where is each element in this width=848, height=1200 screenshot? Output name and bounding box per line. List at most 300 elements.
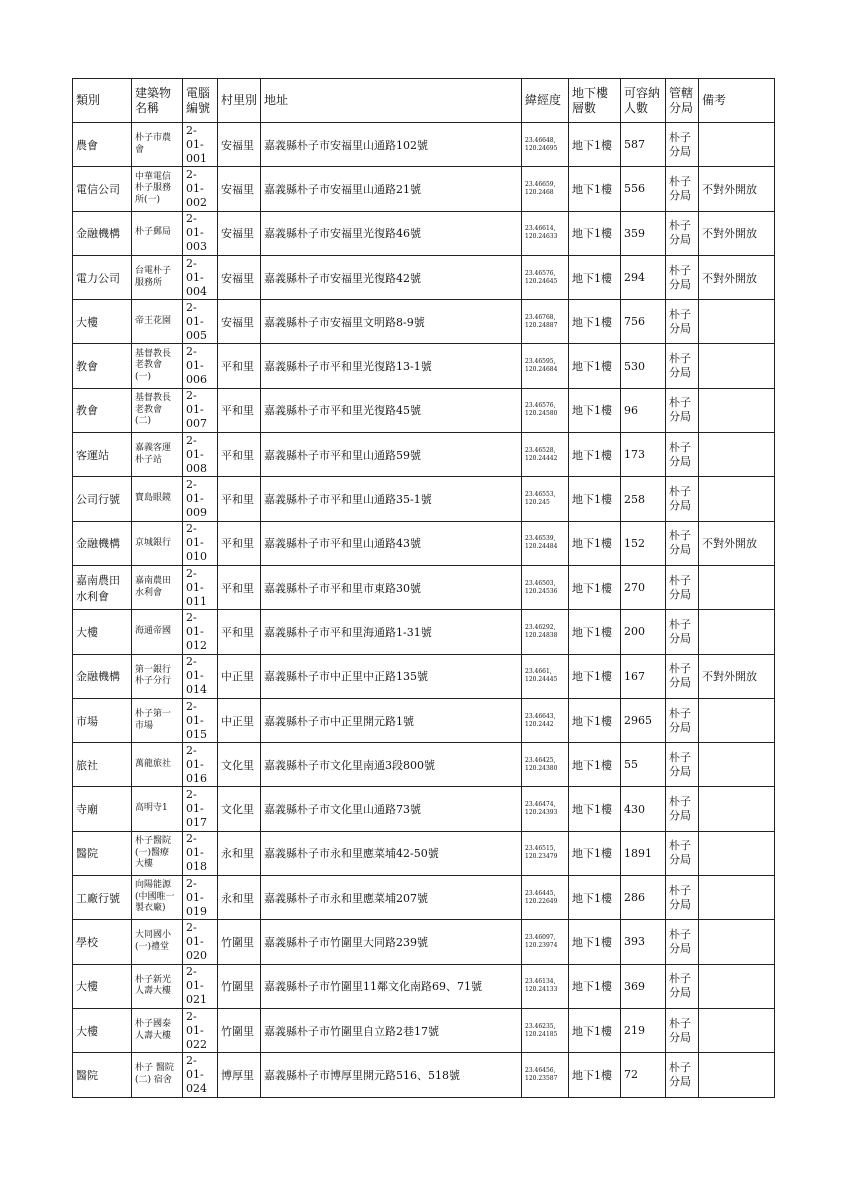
cell-category <box>73 477 132 521</box>
cell-address-text: 嘉義縣朴子市安福里文明路8-9號 <box>264 315 425 329</box>
cell-category <box>73 787 132 831</box>
cell-coordinates <box>522 920 569 964</box>
table-row <box>73 211 775 255</box>
cell-basement-floors <box>569 876 621 920</box>
cell-remarks <box>699 477 775 521</box>
cell-address <box>261 300 522 344</box>
cell-category-text: 嘉南農田 水利會 <box>76 573 120 603</box>
cell-computer-code <box>183 743 218 787</box>
cell-capacity <box>621 698 666 742</box>
cell-jurisdiction-text: 朴子 分局 <box>669 529 691 557</box>
cell-building-name-text: 嘉南農田 水利會 <box>135 576 172 598</box>
cell-address-text: 嘉義縣朴子市竹圍里11鄰文化南路69、71號 <box>264 980 482 994</box>
table-row <box>73 167 775 211</box>
cell-coordinates <box>522 521 569 565</box>
cell-village-text: 安福里 <box>221 182 254 196</box>
cell-computer-code-text: 2-01- 021 <box>186 965 207 1007</box>
cell-capacity <box>621 433 666 477</box>
cell-remarks <box>699 388 775 432</box>
cell-category <box>73 964 132 1008</box>
cell-coordinates <box>522 344 569 388</box>
table-row <box>73 831 775 875</box>
cell-village-text: 安福里 <box>221 138 254 152</box>
cell-coordinates <box>522 964 569 1008</box>
cell-capacity <box>621 1008 666 1052</box>
header-category: 類別 <box>73 79 132 123</box>
cell-building-name-text: 帝王花園 <box>135 316 172 327</box>
cell-basement-floors <box>569 433 621 477</box>
cell-village <box>218 610 261 654</box>
cell-building-name-text: 寶島眼鏡 <box>135 493 172 504</box>
cell-basement-floors-text: 地下1樓 <box>572 670 612 684</box>
cell-jurisdiction-text: 朴子 分局 <box>669 750 691 778</box>
header-address: 地址 <box>261 79 522 123</box>
cell-building-name-text: 朴子新光 人壽大樓 <box>135 974 172 997</box>
cell-coordinates <box>522 654 569 698</box>
cell-jurisdiction-text: 朴子 分局 <box>669 130 691 158</box>
cell-address-text: 嘉義縣朴子市安福里山通路21號 <box>264 182 421 196</box>
cell-village-text: 安福里 <box>221 315 254 329</box>
cell-jurisdiction-text: 朴子 分局 <box>669 396 691 424</box>
cell-village-text: 安福里 <box>221 227 254 241</box>
cell-category <box>73 610 132 654</box>
cell-coordinates <box>522 743 569 787</box>
cell-coordinates <box>522 610 569 654</box>
cell-address <box>261 610 522 654</box>
cell-basement-floors <box>569 300 621 344</box>
cell-capacity-text: 167 <box>624 669 645 683</box>
cell-building-name <box>132 167 183 211</box>
cell-building-name-text: 京城銀行 <box>135 537 172 548</box>
cell-village-text: 中正里 <box>221 670 254 684</box>
cell-address-text: 嘉義縣朴子市安福里山通路102號 <box>264 138 428 152</box>
cell-jurisdiction-text: 朴子 分局 <box>669 219 691 247</box>
cell-address <box>261 433 522 477</box>
cell-address <box>261 211 522 255</box>
cell-building-name-text: 大同國小 (一)禮堂 <box>135 930 172 952</box>
cell-address-text: 嘉義縣朴子市平和里山通路35-1號 <box>264 493 432 507</box>
cell-basement-floors <box>569 1008 621 1052</box>
cell-village-text: 博厚里 <box>221 1068 254 1082</box>
cell-capacity <box>621 521 666 565</box>
cell-computer-code-text: 2-01- 014 <box>186 655 207 697</box>
cell-remarks <box>699 123 775 167</box>
cell-village-text: 竹圍里 <box>221 980 254 994</box>
cell-computer-code <box>183 1008 218 1052</box>
cell-coordinates-text: 23.46503, 120.24536 <box>525 579 558 595</box>
header-building-name: 建築物 名稱 <box>132 79 183 123</box>
cell-coordinates-text: 23.46643, 120.2442 <box>525 712 556 728</box>
cell-coordinates-text: 23.46576, 120.24580 <box>525 402 558 418</box>
cell-building-name <box>132 388 183 432</box>
table-row <box>73 565 775 609</box>
cell-capacity <box>621 167 666 211</box>
cell-category <box>73 123 132 167</box>
cell-remarks <box>699 787 775 831</box>
cell-basement-floors <box>569 123 621 167</box>
cell-building-name <box>132 787 183 831</box>
cell-address <box>261 831 522 875</box>
cell-capacity <box>621 610 666 654</box>
cell-capacity-text: 294 <box>624 271 645 285</box>
cell-village <box>218 920 261 964</box>
cell-jurisdiction <box>666 1008 699 1052</box>
cell-capacity-text: 219 <box>624 1024 645 1038</box>
header-basement-floors: 地下樓 層數 <box>569 79 621 123</box>
cell-address-text: 嘉義縣朴子市平和里海通路1-31號 <box>264 625 432 639</box>
cell-capacity-text: 393 <box>624 935 645 949</box>
cell-basement-floors-text: 地下1樓 <box>572 935 612 949</box>
cell-capacity-text: 258 <box>624 492 645 506</box>
header-remarks: 備考 <box>699 79 775 123</box>
cell-capacity <box>621 831 666 875</box>
cell-capacity-text: 556 <box>624 182 645 196</box>
cell-computer-code-text: 2-01- 017 <box>186 788 207 830</box>
table-row <box>73 300 775 344</box>
table-row <box>73 388 775 432</box>
cell-village-text: 竹圍里 <box>221 935 254 949</box>
cell-computer-code <box>183 654 218 698</box>
cell-computer-code <box>183 433 218 477</box>
cell-village <box>218 698 261 742</box>
cell-category-text: 電力公司 <box>76 271 120 285</box>
cell-computer-code-text: 2-01- 002 <box>186 167 207 209</box>
cell-remarks <box>699 565 775 609</box>
cell-remarks <box>699 920 775 964</box>
cell-village <box>218 831 261 875</box>
cell-remarks-text: 不對外開放 <box>702 227 757 241</box>
cell-computer-code <box>183 964 218 1008</box>
cell-building-name-text: 朴子郵局 <box>135 227 172 238</box>
cell-basement-floors-text: 地下1樓 <box>572 448 612 462</box>
cell-building-name-text: 基督教長 老教會 (二) <box>135 393 172 427</box>
header-coordinates: 緯經度 <box>522 79 569 123</box>
cell-category <box>73 433 132 477</box>
cell-computer-code <box>183 831 218 875</box>
cell-remarks-text: 不對外開放 <box>702 271 757 285</box>
cell-jurisdiction <box>666 1053 699 1097</box>
cell-computer-code <box>183 787 218 831</box>
cell-basement-floors-text: 地下1樓 <box>572 271 612 285</box>
cell-computer-code-text: 2-01- 008 <box>186 433 207 475</box>
cell-basement-floors <box>569 831 621 875</box>
cell-building-name <box>132 831 183 875</box>
cell-capacity <box>621 964 666 1008</box>
cell-village-text: 平和里 <box>221 448 254 462</box>
cell-building-name-text: 萬龍旅社 <box>135 759 172 770</box>
shelter-table <box>72 78 775 1098</box>
cell-computer-code-text: 2-01- 011 <box>186 566 207 608</box>
cell-jurisdiction-text: 朴子 分局 <box>669 706 691 734</box>
cell-capacity-text: 72 <box>624 1068 638 1082</box>
cell-basement-floors <box>569 610 621 654</box>
cell-basement-floors-text: 地下1樓 <box>572 360 612 374</box>
cell-remarks <box>699 433 775 477</box>
header-village: 村里別 <box>218 79 261 123</box>
cell-remarks <box>699 698 775 742</box>
cell-category <box>73 255 132 299</box>
cell-coordinates-text: 23.4661, 120.24445 <box>525 668 558 684</box>
cell-category-text: 教會 <box>76 404 98 418</box>
cell-remarks <box>699 521 775 565</box>
cell-category <box>73 167 132 211</box>
cell-building-name-text: 台電朴子 服務所 <box>135 266 172 288</box>
cell-village <box>218 654 261 698</box>
cell-village-text: 平和里 <box>221 360 254 374</box>
cell-computer-code-text: 2-01- 018 <box>186 832 207 874</box>
cell-jurisdiction <box>666 831 699 875</box>
cell-coordinates-text: 23.46614, 120.24633 <box>525 225 558 241</box>
cell-building-name-text: 海通帝國 <box>135 626 172 637</box>
cell-coordinates-text: 23.46425, 120.24380 <box>525 756 558 772</box>
cell-building-name <box>132 433 183 477</box>
cell-capacity <box>621 388 666 432</box>
cell-basement-floors-text: 地下1樓 <box>572 182 612 196</box>
cell-jurisdiction-text: 朴子 分局 <box>669 352 691 380</box>
cell-computer-code-text: 2-01- 024 <box>186 1053 207 1095</box>
cell-remarks <box>699 831 775 875</box>
table-row <box>73 610 775 654</box>
cell-remarks <box>699 1008 775 1052</box>
table-row <box>73 698 775 742</box>
cell-building-name <box>132 964 183 1008</box>
cell-basement-floors <box>569 211 621 255</box>
cell-address <box>261 743 522 787</box>
cell-building-name <box>132 477 183 521</box>
cell-capacity <box>621 123 666 167</box>
cell-building-name <box>132 1008 183 1052</box>
cell-jurisdiction-text: 朴子 分局 <box>669 883 691 911</box>
cell-remarks <box>699 743 775 787</box>
header-capacity: 可容納 人數 <box>621 79 666 123</box>
cell-address <box>261 1008 522 1052</box>
cell-coordinates-text: 23.46474, 120.24393 <box>525 801 558 817</box>
cell-jurisdiction-text: 朴子 分局 <box>669 839 691 867</box>
cell-address-text: 嘉義縣朴子市文化里南通3段800號 <box>264 758 435 772</box>
cell-jurisdiction <box>666 743 699 787</box>
cell-village <box>218 1053 261 1097</box>
cell-jurisdiction <box>666 521 699 565</box>
cell-address-text: 嘉義縣朴子市平和里光復路13-1號 <box>264 360 432 374</box>
cell-jurisdiction-text: 朴子 分局 <box>669 972 691 1000</box>
cell-capacity-text: 200 <box>624 625 645 639</box>
cell-building-name <box>132 255 183 299</box>
cell-basement-floors-text: 地下1樓 <box>572 404 612 418</box>
cell-computer-code-text: 2-01- 009 <box>186 478 207 520</box>
cell-category-text: 金融機構 <box>76 227 120 241</box>
cell-village <box>218 787 261 831</box>
cell-basement-floors-text: 地下1樓 <box>572 891 612 905</box>
cell-building-name-text: 嘉義客運 朴子站 <box>135 443 172 465</box>
table-row <box>73 521 775 565</box>
cell-coordinates <box>522 787 569 831</box>
cell-jurisdiction <box>666 344 699 388</box>
cell-computer-code <box>183 211 218 255</box>
cell-computer-code-text: 2-01- 006 <box>186 345 207 387</box>
cell-category <box>73 211 132 255</box>
cell-coordinates-text: 23.46768, 120.24887 <box>525 313 558 329</box>
cell-address <box>261 654 522 698</box>
cell-building-name <box>132 565 183 609</box>
cell-village <box>218 211 261 255</box>
cell-coordinates <box>522 388 569 432</box>
cell-address-text: 嘉義縣朴子市竹圍里自立路2巷17號 <box>264 1024 439 1038</box>
table-row <box>73 123 775 167</box>
cell-village-text: 平和里 <box>221 404 254 418</box>
cell-remarks <box>699 344 775 388</box>
cell-basement-floors-text: 地下1樓 <box>572 138 612 152</box>
cell-building-name <box>132 920 183 964</box>
cell-address-text: 嘉義縣朴子市竹圍里大同路239號 <box>264 935 428 949</box>
cell-village <box>218 876 261 920</box>
cell-capacity-text: 173 <box>624 448 645 462</box>
cell-jurisdiction-text: 朴子 分局 <box>669 307 691 335</box>
cell-building-name-text: 朴子醫院 (一)醫療 大樓 <box>135 836 172 870</box>
cell-jurisdiction-text: 朴子 分局 <box>669 927 691 955</box>
table-row <box>73 1053 775 1097</box>
cell-computer-code <box>183 167 218 211</box>
cell-address-text: 嘉義縣朴子市安福里光復路46號 <box>264 227 421 241</box>
cell-address <box>261 344 522 388</box>
cell-village <box>218 123 261 167</box>
cell-address-text: 嘉義縣朴子市永和里應菜埔42-50號 <box>264 847 439 861</box>
cell-building-name <box>132 1053 183 1097</box>
cell-building-name <box>132 610 183 654</box>
cell-address <box>261 1053 522 1097</box>
cell-computer-code-text: 2-01- 007 <box>186 389 207 431</box>
cell-basement-floors-text: 地下1樓 <box>572 1024 612 1038</box>
cell-address <box>261 388 522 432</box>
cell-address-text: 嘉義縣朴子市平和里市東路30號 <box>264 581 421 595</box>
cell-computer-code-text: 2-01- 019 <box>186 876 207 918</box>
cell-address-text: 嘉義縣朴子市安福里光復路42號 <box>264 271 421 285</box>
cell-address <box>261 255 522 299</box>
cell-computer-code <box>183 698 218 742</box>
cell-address-text: 嘉義縣朴子市平和里山通路59號 <box>264 448 421 462</box>
cell-coordinates-text: 23.46659, 120.2468 <box>525 180 556 196</box>
cell-basement-floors <box>569 255 621 299</box>
cell-capacity-text: 270 <box>624 581 645 595</box>
cell-capacity-text: 286 <box>624 891 645 905</box>
cell-coordinates <box>522 477 569 521</box>
table-row <box>73 920 775 964</box>
cell-computer-code <box>183 1053 218 1097</box>
cell-address <box>261 477 522 521</box>
cell-building-name <box>132 743 183 787</box>
cell-coordinates-text: 23.46445, 120.22649 <box>525 889 558 905</box>
cell-computer-code-text: 2-01- 022 <box>186 1009 207 1051</box>
cell-jurisdiction-text: 朴子 分局 <box>669 485 691 513</box>
cell-capacity <box>621 920 666 964</box>
cell-category <box>73 1053 132 1097</box>
cell-remarks-text: 不對外開放 <box>702 670 757 684</box>
cell-remarks <box>699 300 775 344</box>
cell-building-name <box>132 698 183 742</box>
cell-building-name <box>132 521 183 565</box>
cell-computer-code-text: 2-01- 012 <box>186 610 207 652</box>
cell-computer-code <box>183 920 218 964</box>
cell-computer-code <box>183 123 218 167</box>
cell-coordinates-text: 23.46528, 120.24442 <box>525 446 558 462</box>
cell-jurisdiction-text: 朴子 分局 <box>669 617 691 645</box>
cell-basement-floors-text: 地下1樓 <box>572 493 612 507</box>
cell-category <box>73 388 132 432</box>
cell-village-text: 平和里 <box>221 493 254 507</box>
cell-basement-floors-text: 地下1樓 <box>572 625 612 639</box>
cell-coordinates <box>522 1053 569 1097</box>
cell-capacity <box>621 477 666 521</box>
cell-basement-floors-text: 地下1樓 <box>572 758 612 772</box>
cell-basement-floors-text: 地下1樓 <box>572 1068 612 1082</box>
cell-building-name <box>132 876 183 920</box>
header-row <box>73 79 775 123</box>
table-row <box>73 433 775 477</box>
cell-village-text: 文化里 <box>221 758 254 772</box>
cell-address-text: 嘉義縣朴子市平和里光復路45號 <box>264 404 421 418</box>
cell-building-name <box>132 654 183 698</box>
cell-basement-floors <box>569 743 621 787</box>
table-row <box>73 654 775 698</box>
cell-coordinates-text: 23.46648, 120.24695 <box>525 136 558 152</box>
cell-basement-floors <box>569 477 621 521</box>
cell-coordinates-text: 23.46515, 120.23479 <box>525 845 558 861</box>
cell-address-text: 嘉義縣朴子市永和里應菜埔207號 <box>264 891 428 905</box>
cell-jurisdiction <box>666 388 699 432</box>
cell-category-text: 金融機構 <box>76 537 120 551</box>
cell-capacity-text: 359 <box>624 226 645 240</box>
cell-category-text: 農會 <box>76 138 98 152</box>
cell-category-text: 工廠行號 <box>76 891 120 905</box>
cell-address-text: 嘉義縣朴子市中正里開元路1號 <box>264 714 414 728</box>
cell-building-name-text: 朴子第一 市場 <box>135 709 172 731</box>
table-row <box>73 964 775 1008</box>
cell-village <box>218 964 261 1008</box>
table-row <box>73 477 775 521</box>
cell-computer-code-text: 2-01- 010 <box>186 522 207 564</box>
cell-jurisdiction-text: 朴子 分局 <box>669 263 691 291</box>
cell-coordinates <box>522 167 569 211</box>
cell-building-name-text: 向陽能源 (中國唯一 製衣廠) <box>135 880 175 914</box>
cell-village-text: 安福里 <box>221 271 254 285</box>
cell-remarks <box>699 211 775 255</box>
cell-coordinates <box>522 876 569 920</box>
cell-address <box>261 698 522 742</box>
cell-remarks <box>699 255 775 299</box>
cell-category-text: 醫院 <box>76 847 98 861</box>
cell-coordinates-text: 23.46576, 120.24645 <box>525 269 558 285</box>
table-row <box>73 344 775 388</box>
cell-basement-floors <box>569 388 621 432</box>
cell-category-text: 大樓 <box>76 980 98 994</box>
cell-computer-code <box>183 610 218 654</box>
cell-village-text: 永和里 <box>221 847 254 861</box>
cell-jurisdiction-text: 朴子 分局 <box>669 1060 691 1088</box>
cell-building-name-text: 第一銀行 朴子分行 <box>135 664 172 687</box>
cell-capacity-text: 530 <box>624 359 645 373</box>
cell-capacity <box>621 743 666 787</box>
cell-village <box>218 388 261 432</box>
cell-address <box>261 167 522 211</box>
cell-capacity-text: 152 <box>624 536 645 550</box>
cell-coordinates <box>522 1008 569 1052</box>
cell-capacity <box>621 787 666 831</box>
cell-coordinates-text: 23.46134, 120.24133 <box>525 978 558 994</box>
cell-jurisdiction <box>666 565 699 609</box>
cell-computer-code-text: 2-01- 003 <box>186 212 207 254</box>
cell-building-name <box>132 344 183 388</box>
cell-remarks <box>699 1053 775 1097</box>
header-computer-code: 電腦 編號 <box>183 79 218 123</box>
